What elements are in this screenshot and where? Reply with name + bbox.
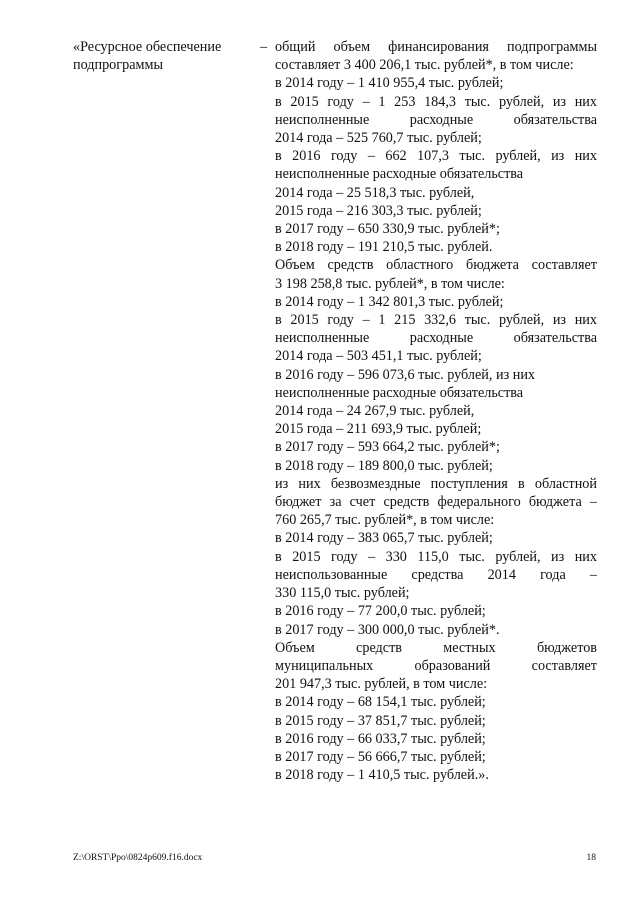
text-line: 2015 года – 216 303,3 тыс. рублей;: [275, 202, 482, 219]
text-line: 201 947,3 тыс. рублей, в том числе:: [275, 676, 488, 693]
text-line: в 2018 году – 1 410,5 тыс. рублей.».: [275, 767, 489, 784]
text-line: бюджет за счет средств федерального бюджета –: [275, 494, 597, 511]
text-line: в 2016 году – 662 107,3 тыс. рублей, из них: [275, 148, 597, 165]
text-line: 2014 года – 525 760,7 тыс. рублей;: [275, 130, 482, 147]
text-line: в 2014 году – 68 154,1 тыс. рублей;: [275, 694, 486, 711]
text-line: 2014 года – 503 451,1 тыс. рублей;: [275, 348, 482, 365]
text-line: в 2015 году – 1 215 332,6 тыс. рублей, из них: [275, 312, 597, 329]
text-line: в 2015 году – 330 115,0 тыс. рублей, из них: [275, 548, 597, 565]
text-line: Объем средств областного бюджета составляет: [275, 257, 597, 274]
text-line: в 2017 году – 593 664,2 тыс. рублей*;: [275, 439, 500, 456]
text-line: неисполненные расходные обязательства: [275, 384, 524, 401]
text-line: неисполненные расходные обязательства: [275, 111, 597, 128]
text-line: 2015 года – 211 693,9 тыс. рублей;: [275, 421, 482, 438]
page-number: 18: [586, 853, 596, 863]
text-line: из них безвозмездные поступления в областной: [275, 475, 597, 492]
text-line: неисполненные расходные обязательства: [275, 330, 597, 347]
text-line: Объем средств местных бюджетов: [275, 639, 597, 656]
text-line: в 2017 году – 300 000,0 тыс. рублей*.: [275, 621, 500, 638]
text-line: в 2014 году – 1 342 801,3 тыс. рублей;: [275, 293, 504, 310]
section-label-line-2: подпрограммы: [73, 57, 163, 74]
text-line: муниципальных образований составляет: [275, 657, 597, 674]
text-line: неисполненные расходные обязательства: [275, 166, 524, 183]
text-line: в 2014 году – 1 410 955,4 тыс. рублей;: [275, 75, 504, 92]
text-line: неиспользованные средства 2014 года –: [275, 566, 597, 583]
text-line: 760 265,7 тыс. рублей*, в том числе:: [275, 512, 495, 529]
text-line: в 2016 году – 66 033,7 тыс. рублей;: [275, 730, 486, 747]
text-line: 330 115,0 тыс. рублей;: [275, 585, 410, 602]
text-line: составляет 3 400 206,1 тыс. рублей*, в том числе:: [275, 57, 574, 74]
section-label-line-1: «Ресурсное обеспечение: [73, 39, 222, 55]
text-line: 2014 года – 24 267,9 тыс. рублей,: [275, 403, 475, 420]
text-line: в 2015 году – 1 253 184,3 тыс. рублей, из них: [275, 93, 597, 110]
text-line: 2014 года – 25 518,3 тыс. рублей,: [275, 184, 475, 201]
text-line: в 2018 году – 191 210,5 тыс. рублей.: [275, 239, 493, 256]
text-line: в 2018 году – 189 800,0 тыс. рублей;: [275, 457, 493, 474]
section-label: [73, 38, 248, 74]
text-line: в 2014 году – 383 065,7 тыс. рублей;: [275, 530, 493, 547]
text-line: в 2015 году – 37 851,7 тыс. рублей;: [275, 712, 486, 729]
text-line: в 2017 году – 650 330,9 тыс. рублей*;: [275, 221, 500, 238]
text-line: в 2017 году – 56 666,7 тыс. рублей;: [275, 748, 486, 765]
text-line: общий объем финансирования подпрограммы: [275, 39, 597, 55]
text-line: в 2016 году – 596 073,6 тыс. рублей, из них: [275, 366, 536, 383]
text-line: 3 198 258,8 тыс. рублей*, в том числе:: [275, 275, 505, 292]
text-line: в 2016 году – 77 200,0 тыс. рублей;: [275, 603, 486, 620]
footer-file-path: Z:\ORST\Ppo\0824p609.f16.docx: [73, 853, 203, 863]
funding-text-block: [275, 38, 597, 784]
dash-separator: –: [260, 39, 268, 55]
